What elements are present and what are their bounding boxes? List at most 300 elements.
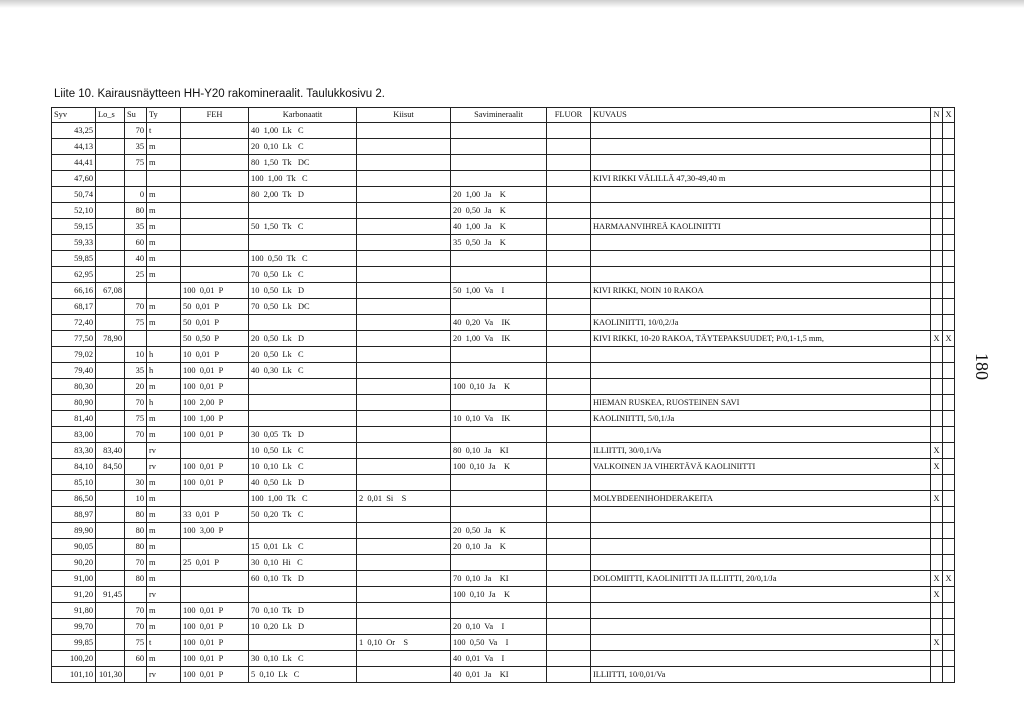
cell-x xyxy=(943,123,955,139)
cell-su xyxy=(125,587,147,603)
cell-n xyxy=(931,475,943,491)
cell-su: 70 xyxy=(125,427,147,443)
cell-kuvaus xyxy=(591,123,931,139)
cell-feh xyxy=(181,155,249,171)
cell-su: 80 xyxy=(125,571,147,587)
cell-x xyxy=(943,299,955,315)
cell-x xyxy=(943,555,955,571)
cell-feh xyxy=(181,491,249,507)
cell-los xyxy=(96,651,125,667)
col-x: X xyxy=(943,108,955,123)
cell-kiisut xyxy=(357,299,451,315)
cell-n xyxy=(931,363,943,379)
cell-syv: 91,00 xyxy=(52,571,96,587)
cell-ty: m xyxy=(147,427,181,443)
cell-n xyxy=(931,203,943,219)
cell-kiisut xyxy=(357,651,451,667)
col-ty: Ty xyxy=(147,108,181,123)
cell-ty: rv xyxy=(147,587,181,603)
cell-x xyxy=(943,539,955,555)
cell-kuvaus: VALKOINEN JA VIHERTÄVÄ KAOLINIITTI xyxy=(591,459,931,475)
cell-savimineraalit: 80 0,10 Ja KI xyxy=(451,443,547,459)
cell-feh xyxy=(181,251,249,267)
cell-feh xyxy=(181,139,249,155)
cell-karbonaatit: 20 0,50 Lk C xyxy=(249,347,357,363)
cell-su: 35 xyxy=(125,363,147,379)
cell-kuvaus xyxy=(591,635,931,651)
cell-kuvaus xyxy=(591,651,931,667)
cell-savimineraalit xyxy=(451,395,547,411)
cell-karbonaatit: 30 0,05 Tk D xyxy=(249,427,357,443)
cell-feh: 50 0,01 P xyxy=(181,315,249,331)
cell-feh xyxy=(181,187,249,203)
cell-su: 80 xyxy=(125,203,147,219)
cell-kuvaus xyxy=(591,555,931,571)
cell-kiisut xyxy=(357,331,451,347)
cell-savimineraalit: 20 0,10 Va I xyxy=(451,619,547,635)
cell-los xyxy=(96,203,125,219)
cell-fluor xyxy=(547,155,591,171)
cell-los xyxy=(96,363,125,379)
cell-syv: 100,20 xyxy=(52,651,96,667)
mineral-table xyxy=(51,107,955,683)
cell-los xyxy=(96,619,125,635)
cell-fluor xyxy=(547,139,591,155)
table-row xyxy=(52,507,955,523)
cell-syv: 80,90 xyxy=(52,395,96,411)
cell-los xyxy=(96,395,125,411)
cell-los xyxy=(96,155,125,171)
cell-ty: m xyxy=(147,619,181,635)
table-row xyxy=(52,363,955,379)
cell-syv: 80,30 xyxy=(52,379,96,395)
cell-fluor xyxy=(547,331,591,347)
cell-x xyxy=(943,139,955,155)
cell-kiisut xyxy=(357,283,451,299)
table-row xyxy=(52,555,955,571)
cell-n xyxy=(931,523,943,539)
cell-fluor xyxy=(547,587,591,603)
cell-feh: 100 0,01 P xyxy=(181,379,249,395)
cell-savimineraalit: 100 0,10 Ja K xyxy=(451,459,547,475)
cell-x xyxy=(943,203,955,219)
cell-feh: 100 0,01 P xyxy=(181,475,249,491)
cell-ty: rv xyxy=(147,667,181,683)
cell-syv: 59,85 xyxy=(52,251,96,267)
table-row xyxy=(52,475,955,491)
cell-kiisut xyxy=(357,251,451,267)
cell-ty: m xyxy=(147,651,181,667)
cell-x xyxy=(943,411,955,427)
cell-kuvaus xyxy=(591,187,931,203)
cell-savimineraalit: 40 0,01 Ja KI xyxy=(451,667,547,683)
cell-savimineraalit xyxy=(451,491,547,507)
cell-fluor xyxy=(547,443,591,459)
cell-x xyxy=(943,427,955,443)
cell-karbonaatit xyxy=(249,395,357,411)
cell-savimineraalit xyxy=(451,603,547,619)
cell-feh: 10 0,01 P xyxy=(181,347,249,363)
table-row xyxy=(52,203,955,219)
cell-su xyxy=(125,331,147,347)
cell-n xyxy=(931,379,943,395)
cell-kiisut xyxy=(357,219,451,235)
cell-x xyxy=(943,283,955,299)
cell-los xyxy=(96,635,125,651)
cell-ty xyxy=(147,171,181,187)
cell-su xyxy=(125,667,147,683)
cell-x xyxy=(943,171,955,187)
cell-los xyxy=(96,427,125,443)
cell-kiisut: 2 0,01 Si S xyxy=(357,491,451,507)
cell-feh: 100 0,01 P xyxy=(181,427,249,443)
cell-x xyxy=(943,459,955,475)
cell-feh: 50 0,01 P xyxy=(181,299,249,315)
cell-karbonaatit: 70 0,50 Lk C xyxy=(249,267,357,283)
cell-kuvaus xyxy=(591,523,931,539)
cell-fluor xyxy=(547,475,591,491)
cell-x xyxy=(943,267,955,283)
cell-syv: 79,40 xyxy=(52,363,96,379)
cell-kiisut xyxy=(357,571,451,587)
cell-su xyxy=(125,283,147,299)
cell-x xyxy=(943,651,955,667)
cell-syv: 68,17 xyxy=(52,299,96,315)
cell-karbonaatit xyxy=(249,379,357,395)
cell-los: 83,40 xyxy=(96,443,125,459)
table-row xyxy=(52,587,955,603)
cell-ty: m xyxy=(147,155,181,171)
cell-x: X xyxy=(943,331,955,347)
cell-n xyxy=(931,555,943,571)
cell-syv: 99,85 xyxy=(52,635,96,651)
cell-syv: 85,10 xyxy=(52,475,96,491)
cell-fluor xyxy=(547,395,591,411)
cell-los xyxy=(96,379,125,395)
cell-n: X xyxy=(931,587,943,603)
col-fluor: FLUOR xyxy=(547,108,591,123)
cell-ty: m xyxy=(147,315,181,331)
table-row xyxy=(52,347,955,363)
cell-su: 70 xyxy=(125,299,147,315)
cell-savimineraalit xyxy=(451,139,547,155)
cell-ty: m xyxy=(147,267,181,283)
cell-x xyxy=(943,155,955,171)
cell-los: 67,08 xyxy=(96,283,125,299)
cell-feh xyxy=(181,171,249,187)
cell-x xyxy=(943,219,955,235)
cell-ty: m xyxy=(147,555,181,571)
cell-ty: m xyxy=(147,379,181,395)
cell-savimineraalit: 20 1,00 Ja K xyxy=(451,187,547,203)
cell-savimineraalit: 70 0,10 Ja KI xyxy=(451,571,547,587)
cell-fluor xyxy=(547,267,591,283)
cell-fluor xyxy=(547,219,591,235)
col-savimineraalit: Savimineraalit xyxy=(451,108,547,123)
cell-x: X xyxy=(943,571,955,587)
cell-syv: 77,50 xyxy=(52,331,96,347)
cell-kiisut xyxy=(357,395,451,411)
cell-syv: 81,40 xyxy=(52,411,96,427)
cell-feh: 50 0,50 P xyxy=(181,331,249,347)
col-karbonaatit: Karbonaatit xyxy=(249,108,357,123)
cell-kuvaus xyxy=(591,379,931,395)
cell-su: 70 xyxy=(125,395,147,411)
cell-kiisut xyxy=(357,523,451,539)
cell-n xyxy=(931,283,943,299)
cell-ty: m xyxy=(147,523,181,539)
cell-n xyxy=(931,539,943,555)
cell-ty: h xyxy=(147,363,181,379)
cell-feh xyxy=(181,587,249,603)
cell-fluor xyxy=(547,651,591,667)
table-row xyxy=(52,667,955,683)
cell-su: 25 xyxy=(125,267,147,283)
cell-feh xyxy=(181,443,249,459)
cell-los xyxy=(96,555,125,571)
cell-syv: 72,40 xyxy=(52,315,96,331)
cell-feh: 100 3,00 P xyxy=(181,523,249,539)
table-row xyxy=(52,571,955,587)
cell-los xyxy=(96,347,125,363)
cell-su: 75 xyxy=(125,411,147,427)
cell-n: X xyxy=(931,443,943,459)
cell-kuvaus: ILLIITTI, 10/0,01/Va xyxy=(591,667,931,683)
cell-kiisut xyxy=(357,427,451,443)
cell-kiisut xyxy=(357,459,451,475)
cell-kuvaus: HIEMAN RUSKEA, RUOSTEINEN SAVI xyxy=(591,395,931,411)
cell-n xyxy=(931,139,943,155)
cell-kuvaus xyxy=(591,475,931,491)
cell-kuvaus xyxy=(591,299,931,315)
cell-syv: 89,90 xyxy=(52,523,96,539)
cell-kiisut xyxy=(357,507,451,523)
cell-x xyxy=(943,443,955,459)
table-row xyxy=(52,283,955,299)
cell-kiisut xyxy=(357,139,451,155)
cell-su xyxy=(125,443,147,459)
cell-los xyxy=(96,315,125,331)
cell-feh: 100 0,01 P xyxy=(181,283,249,299)
cell-su: 30 xyxy=(125,475,147,491)
cell-karbonaatit: 40 1,00 Lk C xyxy=(249,123,357,139)
page-number: 180 xyxy=(972,353,992,380)
cell-fluor xyxy=(547,363,591,379)
cell-n xyxy=(931,299,943,315)
cell-su: 10 xyxy=(125,491,147,507)
cell-fluor xyxy=(547,555,591,571)
cell-feh: 100 0,01 P xyxy=(181,603,249,619)
cell-x xyxy=(943,251,955,267)
cell-su: 35 xyxy=(125,139,147,155)
cell-karbonaatit xyxy=(249,523,357,539)
cell-syv: 47,60 xyxy=(52,171,96,187)
cell-fluor xyxy=(547,667,591,683)
cell-kiisut xyxy=(357,187,451,203)
cell-syv: 84,10 xyxy=(52,459,96,475)
cell-savimineraalit xyxy=(451,555,547,571)
cell-savimineraalit: 100 0,50 Va I xyxy=(451,635,547,651)
cell-ty: m xyxy=(147,139,181,155)
cell-feh xyxy=(181,571,249,587)
cell-los xyxy=(96,571,125,587)
cell-su: 75 xyxy=(125,155,147,171)
cell-los xyxy=(96,267,125,283)
cell-savimineraalit xyxy=(451,347,547,363)
cell-ty: m xyxy=(147,235,181,251)
cell-kuvaus: HARMAANVIHREÄ KAOLINIITTI xyxy=(591,219,931,235)
cell-n: X xyxy=(931,459,943,475)
cell-n xyxy=(931,155,943,171)
cell-su: 70 xyxy=(125,555,147,571)
table-row xyxy=(52,619,955,635)
cell-karbonaatit: 10 0,50 Lk C xyxy=(249,443,357,459)
cell-su: 80 xyxy=(125,523,147,539)
cell-karbonaatit: 5 0,10 Lk C xyxy=(249,667,357,683)
table-row xyxy=(52,635,955,651)
cell-n xyxy=(931,619,943,635)
cell-n: X xyxy=(931,331,943,347)
cell-x xyxy=(943,395,955,411)
cell-n xyxy=(931,187,943,203)
table-row xyxy=(52,603,955,619)
cell-los xyxy=(96,299,125,315)
cell-n xyxy=(931,411,943,427)
table-row xyxy=(52,219,955,235)
cell-ty: m xyxy=(147,187,181,203)
cell-kuvaus: KIVI RIKKI, NOIN 10 RAKOA xyxy=(591,283,931,299)
cell-kuvaus xyxy=(591,235,931,251)
cell-kiisut xyxy=(357,171,451,187)
cell-kiisut xyxy=(357,619,451,635)
cell-ty: m xyxy=(147,299,181,315)
cell-savimineraalit: 20 0,10 Ja K xyxy=(451,539,547,555)
cell-ty: t xyxy=(147,123,181,139)
cell-n xyxy=(931,651,943,667)
cell-karbonaatit xyxy=(249,635,357,651)
cell-x xyxy=(943,523,955,539)
table-row xyxy=(52,411,955,427)
cell-karbonaatit xyxy=(249,411,357,427)
cell-x xyxy=(943,619,955,635)
cell-su: 75 xyxy=(125,315,147,331)
col-kiisut: Kiisut xyxy=(357,108,451,123)
cell-fluor xyxy=(547,203,591,219)
table-row xyxy=(52,651,955,667)
table-row xyxy=(52,299,955,315)
cell-kuvaus: ILLIITTI, 30/0,1/Va xyxy=(591,443,931,459)
table-row xyxy=(52,139,955,155)
cell-los xyxy=(96,251,125,267)
cell-karbonaatit: 30 0,10 Lk C xyxy=(249,651,357,667)
cell-n xyxy=(931,171,943,187)
cell-los xyxy=(96,539,125,555)
cell-syv: 88,97 xyxy=(52,507,96,523)
cell-x xyxy=(943,315,955,331)
col-los: Lo_s xyxy=(96,108,125,123)
cell-kiisut xyxy=(357,379,451,395)
cell-fluor xyxy=(547,315,591,331)
cell-feh xyxy=(181,219,249,235)
cell-feh: 100 0,01 P xyxy=(181,635,249,651)
cell-kuvaus xyxy=(591,603,931,619)
cell-ty: m xyxy=(147,571,181,587)
cell-fluor xyxy=(547,379,591,395)
col-syv: Syv xyxy=(52,108,96,123)
cell-n: X xyxy=(931,635,943,651)
cell-x xyxy=(943,491,955,507)
cell-kiisut xyxy=(357,315,451,331)
cell-x xyxy=(943,603,955,619)
cell-n: X xyxy=(931,491,943,507)
cell-los xyxy=(96,411,125,427)
cell-kiisut xyxy=(357,475,451,491)
cell-karbonaatit: 10 0,10 Lk C xyxy=(249,459,357,475)
cell-syv: 86,50 xyxy=(52,491,96,507)
cell-karbonaatit: 100 0,50 Tk C xyxy=(249,251,357,267)
cell-feh: 25 0,01 P xyxy=(181,555,249,571)
cell-los xyxy=(96,475,125,491)
cell-n xyxy=(931,395,943,411)
cell-kiisut xyxy=(357,411,451,427)
cell-ty: m xyxy=(147,203,181,219)
cell-fluor xyxy=(547,347,591,363)
table-row xyxy=(52,459,955,475)
cell-su xyxy=(125,171,147,187)
cell-syv: 43,25 xyxy=(52,123,96,139)
cell-savimineraalit xyxy=(451,363,547,379)
cell-syv: 59,33 xyxy=(52,235,96,251)
cell-fluor xyxy=(547,235,591,251)
cell-kuvaus xyxy=(591,539,931,555)
cell-los: 91,45 xyxy=(96,587,125,603)
table-row xyxy=(52,235,955,251)
cell-feh: 100 2,00 P xyxy=(181,395,249,411)
cell-fluor xyxy=(547,187,591,203)
cell-kuvaus xyxy=(591,139,931,155)
cell-kuvaus xyxy=(591,619,931,635)
cell-los: 101,30 xyxy=(96,667,125,683)
cell-syv: 66,16 xyxy=(52,283,96,299)
cell-su xyxy=(125,459,147,475)
cell-los xyxy=(96,235,125,251)
table-row xyxy=(52,443,955,459)
cell-savimineraalit: 40 0,20 Va IK xyxy=(451,315,547,331)
cell-x xyxy=(943,187,955,203)
table-row xyxy=(52,171,955,187)
cell-n xyxy=(931,123,943,139)
cell-los xyxy=(96,491,125,507)
cell-feh: 100 0,01 P xyxy=(181,619,249,635)
cell-su: 80 xyxy=(125,539,147,555)
cell-kuvaus: KIVI RIKKI VÄLILLÄ 47,30-49,40 m xyxy=(591,171,931,187)
cell-ty xyxy=(147,283,181,299)
col-su: Su xyxy=(125,108,147,123)
cell-kuvaus xyxy=(591,267,931,283)
cell-savimineraalit: 20 0,50 Ja K xyxy=(451,523,547,539)
cell-savimineraalit: 50 1,00 Va I xyxy=(451,283,547,299)
col-n: N xyxy=(931,108,943,123)
cell-su: 80 xyxy=(125,507,147,523)
cell-su: 75 xyxy=(125,635,147,651)
table-row xyxy=(52,523,955,539)
cell-su: 20 xyxy=(125,379,147,395)
table-row xyxy=(52,155,955,171)
cell-karbonaatit: 10 0,20 Lk D xyxy=(249,619,357,635)
cell-feh: 100 0,01 P xyxy=(181,459,249,475)
cell-x xyxy=(943,635,955,651)
cell-ty: m xyxy=(147,219,181,235)
